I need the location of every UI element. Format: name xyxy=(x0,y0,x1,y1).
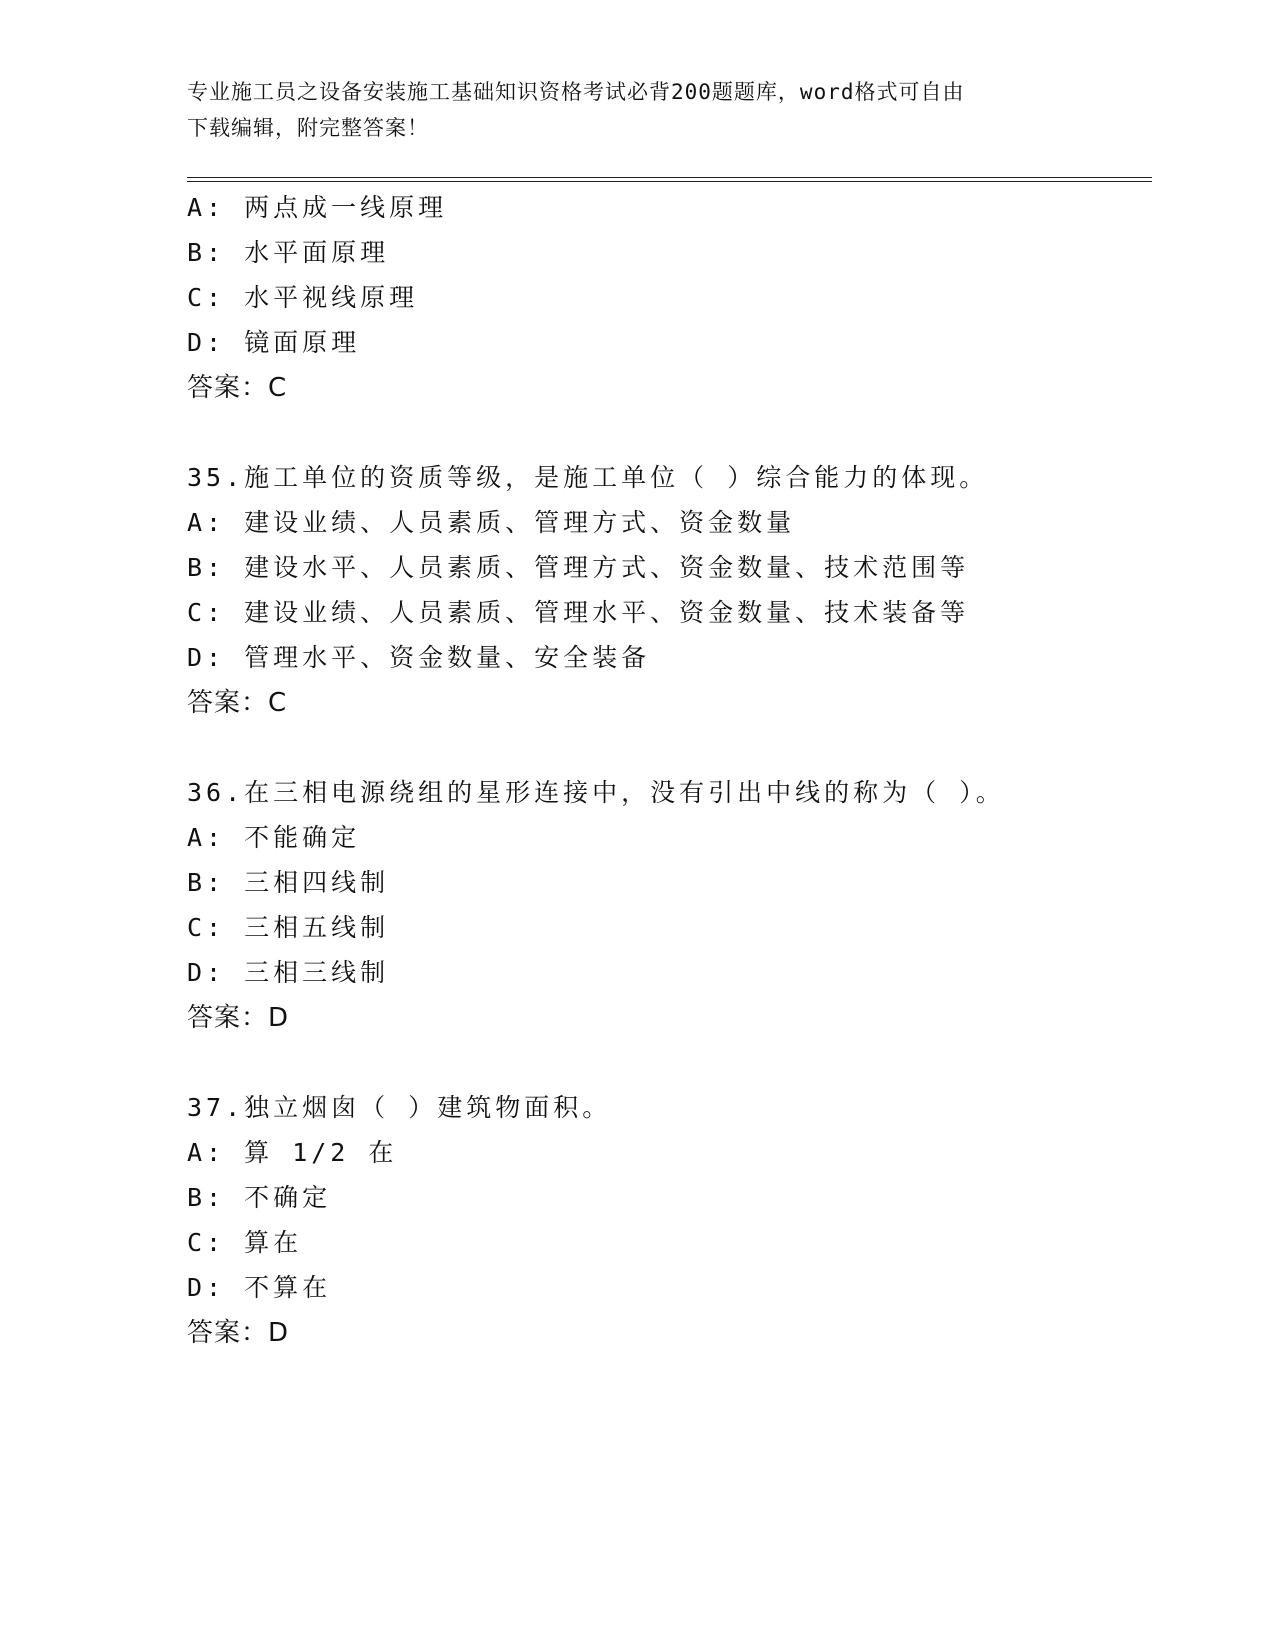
header-divider xyxy=(187,177,1152,182)
option-c: C: 水平视线原理 xyxy=(187,283,419,312)
header-line-2: 下载编辑，附完整答案！ xyxy=(187,116,429,140)
option-a: A: 算 1/2 在 xyxy=(187,1138,398,1167)
question-stem: 35.施工单位的资质等级，是施工单位（ ）综合能力的体现。 xyxy=(187,463,989,492)
option-c: C: 三相五线制 xyxy=(187,913,390,942)
option-b: B: 不确定 xyxy=(187,1183,332,1212)
option-c: C: 建设业绩、人员素质、管理水平、资金数量、技术装备等 xyxy=(187,598,970,627)
option-b: B: 水平面原理 xyxy=(187,238,390,267)
option-b: B: 建设水平、人员素质、管理方式、资金数量、技术范围等 xyxy=(187,553,970,582)
option-d: D: 镜面原理 xyxy=(187,328,361,357)
answer: 答案：C xyxy=(187,373,288,403)
option-c: C: 算在 xyxy=(187,1228,303,1257)
answer: 答案：C xyxy=(187,688,288,718)
question-stem: 36.在三相电源绕组的星形连接中，没有引出中线的称为（ ）。 xyxy=(187,778,1005,807)
option-d: D: 不算在 xyxy=(187,1273,332,1302)
answer: 答案：D xyxy=(187,1318,290,1348)
answer: 答案：D xyxy=(187,1003,290,1033)
header-line-1: 专业施工员之设备安装施工基础知识资格考试必背200题题库，word格式可自由 xyxy=(187,80,965,104)
option-a: A: 建设业绩、人员素质、管理方式、资金数量 xyxy=(187,508,796,537)
option-a: A: 两点成一线原理 xyxy=(187,193,448,222)
option-d: D: 三相三线制 xyxy=(187,958,390,987)
question-stem: 37.独立烟囱（ ）建筑物面积。 xyxy=(187,1093,612,1122)
option-a: A: 不能确定 xyxy=(187,823,361,852)
document-header xyxy=(187,74,1087,146)
option-d: D: 管理水平、资金数量、安全装备 xyxy=(187,643,651,672)
option-b: B: 三相四线制 xyxy=(187,868,390,897)
